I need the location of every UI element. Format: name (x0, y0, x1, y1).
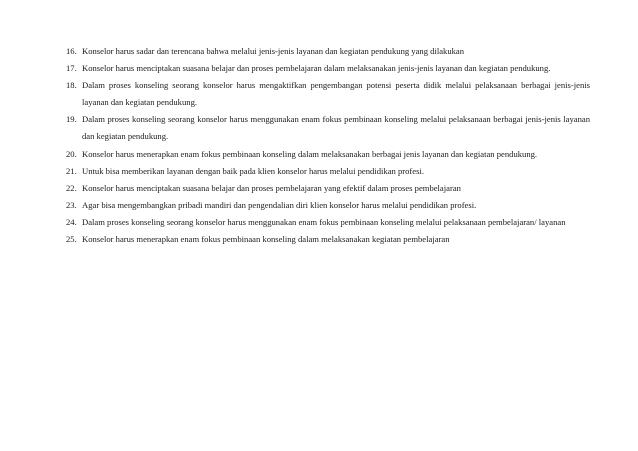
item-number: 16. (66, 46, 77, 56)
item-number: 17. (66, 63, 77, 74)
item-number: 24. (66, 216, 77, 227)
item-text: Konselor harus menciptakan suasana belajar dan proses pembelajaran yang efektif dalam proses pembelajaran (82, 182, 461, 193)
list-item-16 (66, 43, 590, 60)
item-text: Konselor harus menerapkan enam fokus pembinaan konseling dalam melaksanakan kegiatan pembelajaran (82, 234, 450, 245)
item-number: 19. (66, 114, 77, 125)
item-text: Konselor harus menerapkan enam fokus pembinaan konseling dalam melaksanakan berbagai jenis layanan dan kegiatan pendukung. (82, 148, 538, 159)
numbered-statement-list (66, 43, 590, 248)
item-text: Untuk bisa memberikan layanan dengan baik pada klien konselor harus melalui pendidikan profesi. (82, 165, 424, 176)
list-item-22 (66, 180, 590, 197)
list-item-19 (66, 111, 590, 145)
item-text: Konselor harus menciptakan suasana belajar dan proses pembelajaran dalam melaksanakan jenis-jenis layanan dan kegiatan pendukung. (82, 63, 551, 74)
list-item-21 (66, 163, 590, 180)
item-text: Konselor harus sadar dan terencana bahwa melalui jenis-jenis layanan dan kegiatan pendukung yang dilakukan (82, 46, 465, 56)
list-item-23 (66, 197, 590, 214)
item-text: Dalam proses konseling seorang konselor harus menggunakan enam fokus pembinaan konseling melalui pelaksanaan berbagai jenis-jenis layanan dan kegiatan pendukung. (82, 114, 590, 142)
list-item-20 (66, 146, 590, 163)
item-number: 21. (66, 165, 77, 176)
item-text: Agar bisa mengembangkan pribadi mandiri dan pengendalian diri klien konselor harus melalui pendidikan profesi. (82, 199, 477, 210)
item-number: 25. (66, 234, 77, 245)
item-number: 22. (66, 182, 77, 193)
item-text: Dalam proses konseling seorang konselor harus menggunakan enam fokus pembinaan konseling melalui pelaksanaan pembelajaran/ layanan (82, 216, 566, 227)
item-number: 23. (66, 199, 77, 210)
item-text: Dalam proses konseling seorang konselor harus mengaktifkan pengembangan potensi peserta didik melalui pelaksanaan berbagai jenis-jenis layanan dan kegiatan pendukung. (82, 80, 590, 108)
list-item-18 (66, 77, 590, 111)
list-item-17 (66, 60, 590, 77)
list-item-25 (66, 231, 590, 248)
item-number: 20. (66, 148, 77, 159)
list-item-24 (66, 214, 590, 231)
item-number: 18. (66, 80, 77, 91)
